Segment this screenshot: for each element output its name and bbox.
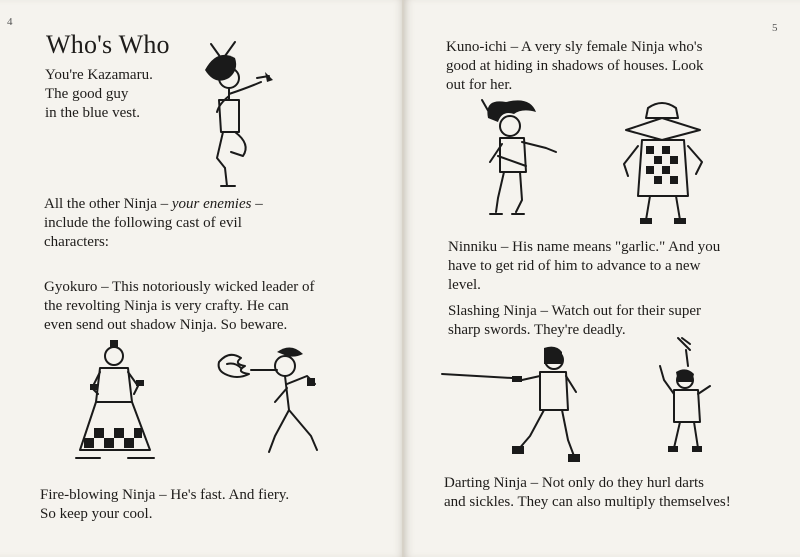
text-line: have to get rid of him to advance to a new [448,258,701,274]
text-line: level. [448,277,481,293]
right-page [404,0,800,557]
fire-blowing-description [40,486,289,524]
text-line: Fire-blowing Ninja – He's fast. And fiery. [40,487,290,503]
text-line: even send out shadow Ninja. So beware. [44,317,288,333]
page-number: 5 [772,22,778,34]
slashing-description [448,302,701,340]
kunoichi-illustration [474,92,564,232]
enemies-intro [44,195,263,252]
slashing-ninja-illustration [440,340,585,470]
text-line: Gyokuro – This notoriously wicked leader of [44,279,315,295]
kazamaru-intro [45,66,153,123]
ninniku-description [448,238,720,295]
gyokuro-illustration [70,338,165,468]
text-line: Ninniku – His name means "garlic." And you [448,239,721,255]
text-line: characters: [44,234,109,250]
gyokuro-description [44,278,315,335]
text-line: Slashing Ninja – Watch out for their super [448,303,702,319]
text-line: sharp swords. They're deadly. [448,322,626,338]
text-line: The good guy [45,86,129,102]
ninniku-illustration [616,100,711,230]
text-line: the revolting Ninja is very crafty. He can [44,298,289,314]
text-line: Kuno-ichi – A very sly female Ninja who's [446,39,703,55]
text-line: and sickles. They can also multiply themselves! [444,494,731,510]
text-line: You're Kazamaru. [45,67,153,83]
text-line: include the following cast of evil [44,215,242,231]
text-line: So keep your cool. [40,506,153,522]
fire-blowing-ninja-illustration [215,340,330,460]
page-number: 4 [7,16,13,28]
text-line: out for her. [446,77,513,93]
text-line: All the other Ninja – your enemies – [44,196,263,212]
text-line: good at hiding in shadows of houses. Look [446,58,704,74]
kunoichi-description [446,38,703,95]
text-line: Darting Ninja – Not only do they hurl darts [444,475,704,491]
darting-ninja-illustration [652,336,717,456]
darting-description [444,474,731,512]
text-line: in the blue vest. [45,105,140,121]
kazamaru-illustration [195,40,285,195]
page-title: Who's Who [46,30,170,59]
